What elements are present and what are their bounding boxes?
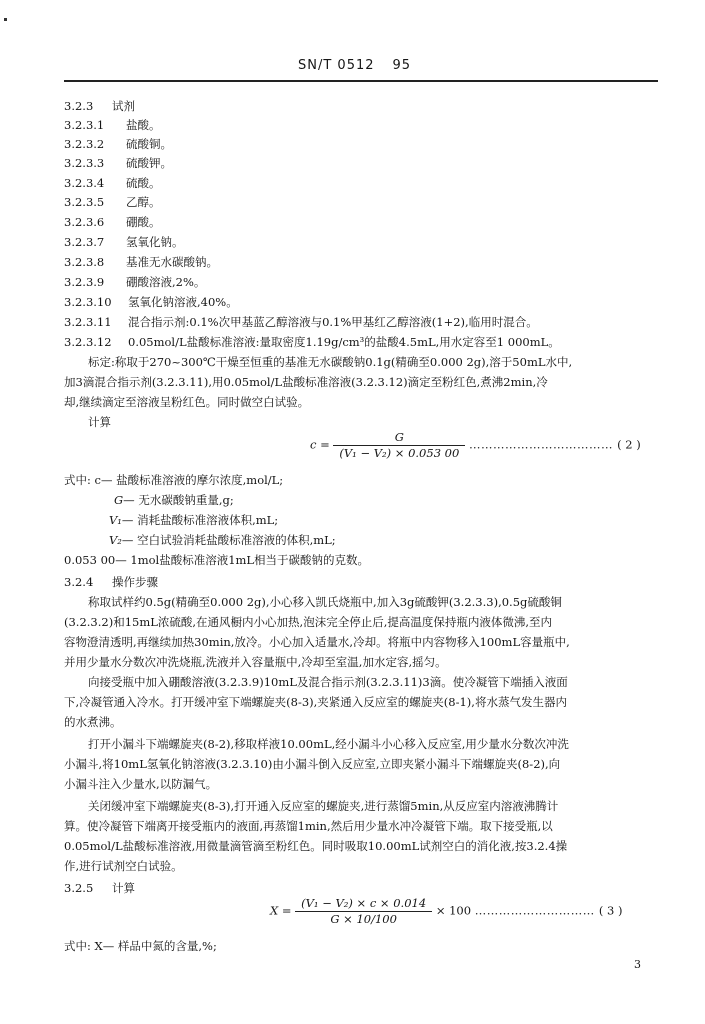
reagent-item: 3.2.3.10 氢氧化钠溶液,40%。 (64, 295, 238, 309)
standard-code: SN/T 0512 (298, 58, 375, 73)
where-line: G— 无水碳酸钠重量,g; (114, 493, 234, 507)
page-number: 3 (634, 958, 641, 971)
where-line: 式中: c— 盐酸标准溶液的摩尔浓度,mol/L; (64, 473, 284, 487)
equation-number-3: ( 3 ) (598, 903, 623, 918)
procedure-line: 容物澄清透明,再继续加热30min,放冷。小心加入适量水,冷却。将瓶中内容物移入100mL容量瓶中, (64, 635, 570, 649)
reagent-item: 3.2.3.3 硫酸钾。 (64, 156, 172, 170)
procedure-line: 小漏斗,将10mL氢氧化钠溶液(3.2.3.10)由小漏斗倒入反应室,立即夹紧小漏斗下端螺旋夹(8-2),向 (64, 757, 561, 771)
procedure-line: (3.2.3.2)和15mL浓硫酸,在通风橱内小心加热,泡沫完全停止后,提高温度保持瓶内液体微沸,至内 (64, 615, 552, 629)
calibration-line: 加3滴混合指示剂(3.2.3.11),用0.05mol/L盐酸标准溶液(3.2.3.12)滴定至粉红色,煮沸2min,冷 (64, 375, 548, 389)
section-heading-3-2-4: 3.2.4 操作步骤 (64, 575, 158, 589)
procedure-line: 作,进行试剂空白试验。 (64, 859, 183, 873)
where-line: V₁— 消耗盐酸标准溶液体积,mL; (109, 513, 279, 527)
where-line: 0.053 00— 1mol盐酸标准溶液1mL相当于碳酸钠的克数。 (64, 553, 370, 567)
reagent-item: 3.2.3.2 硫酸铜。 (64, 137, 172, 151)
where-line: V₂— 空白试验消耗盐酸标准溶液的体积,mL; (109, 533, 336, 547)
reagent-item: 3.2.3.9 硼酸溶液,2%。 (64, 275, 206, 289)
formula-3-numerator: (V₁ − V₂) × c × 0.014 (295, 896, 432, 912)
procedure-line: 并用少量水分数次冲洗烧瓶,洗液并入容量瓶中,冷却至室温,加水定容,摇匀。 (64, 655, 447, 669)
procedure-line: 关闭缓冲室下端螺旋夹(8-3),打开通入反应室的螺旋夹,进行蒸馏5min,从反应室内溶液沸腾计 (88, 799, 559, 813)
reagent-item: 3.2.3.8 基准无水碳酸钠。 (64, 255, 218, 269)
procedure-line: 算。使冷凝管下端离开接受瓶内的液面,再蒸馏1min,然后用少量水冲冷凝管下端。取下接受瓶,以 (64, 819, 553, 833)
header-rule (64, 80, 658, 82)
standard-year: 95 (392, 58, 412, 73)
formula-2-lhs: c = (310, 437, 330, 452)
formula-2-numerator: G (333, 430, 465, 446)
calibration-line: 却,继续滴定至溶液呈粉红色。同时做空白试验。 (64, 395, 310, 409)
procedure-line: 打开小漏斗下端螺旋夹(8-2),移取样液10.00mL,经小漏斗小心移入反应室,用少量水分数次冲洗 (88, 737, 569, 751)
formula-3-fraction (295, 896, 432, 927)
scan-speck (4, 18, 7, 21)
procedure-line: 向接受瓶中加入硼酸溶液(3.2.3.9)10mL及混合指示剂(3.2.3.11)3滴。使冷凝管下端插入液面 (88, 675, 568, 689)
procedure-line: 的水煮沸。 (64, 715, 122, 729)
leader-dots: ……………………………… (468, 437, 618, 452)
where-line: 式中: X— 样品中氮的含量,%; (64, 939, 217, 953)
section-heading-3-2-3: 3.2.3 试剂 (64, 99, 135, 113)
calculation-label: 计算 (88, 415, 111, 429)
reagent-item: 3.2.3.4 硫酸。 (64, 176, 161, 190)
formula-2-fraction (333, 430, 465, 461)
procedure-line: 称取试样约0.5g(精确至0.000 2g),小心移入凯氏烧瓶中,加入3g硫酸钾(3.2.3.3),0.5g硫酸铜 (88, 595, 562, 609)
formula-3-denominator: G × 10/100 (330, 912, 397, 926)
reagent-item: 3.2.3.7 氢氧化钠。 (64, 235, 184, 249)
formula-3 (270, 896, 622, 927)
formula-3-multiplier: × 100 (435, 903, 472, 918)
equation-number-2: ( 2 ) (617, 437, 641, 452)
procedure-line: 下,冷凝管通入冷水。打开缓冲室下端螺旋夹(8-3),夹紧通入反应室的螺旋夹(8-1),将水蒸气发生器内 (64, 695, 567, 709)
procedure-line: 0.05mol/L盐酸标准溶液,用微量滴管滴至粉红色。同时吸取10.00mL试剂空白的消化液,按3.2.4操 (64, 839, 568, 853)
reagent-item: 3.2.3.5 乙醇。 (64, 195, 161, 209)
running-header (298, 58, 411, 73)
procedure-line: 小漏斗注入少量水,以防漏气。 (64, 777, 218, 791)
reagent-item: 3.2.3.11 混合指示剂:0.1%次甲基蓝乙醇溶液与0.1%甲基红乙醇溶液(1+2),临用时混合。 (64, 315, 538, 329)
formula-2-denominator: (V₁ − V₂) × 0.053 00 (339, 446, 460, 460)
reagent-item: 3.2.3.12 0.05mol/L盐酸标准溶液:量取密度1.19g/cm³的盐酸4.5mL,用水定容至1 000mL。 (64, 335, 560, 349)
formula-2 (310, 430, 641, 461)
section-heading-3-2-5: 3.2.5 计算 (64, 881, 135, 895)
reagent-item: 3.2.3.6 硼酸。 (64, 215, 161, 229)
formula-3-lhs: X = (270, 903, 292, 918)
calibration-line: 标定:称取于270~300℃干燥至恒重的基准无水碳酸钠0.1g(精确至0.000 2g),溶于50mL水中, (88, 355, 573, 369)
leader-dots: ………………………… (474, 903, 599, 918)
reagent-item: 3.2.3.1 盐酸。 (64, 118, 161, 132)
